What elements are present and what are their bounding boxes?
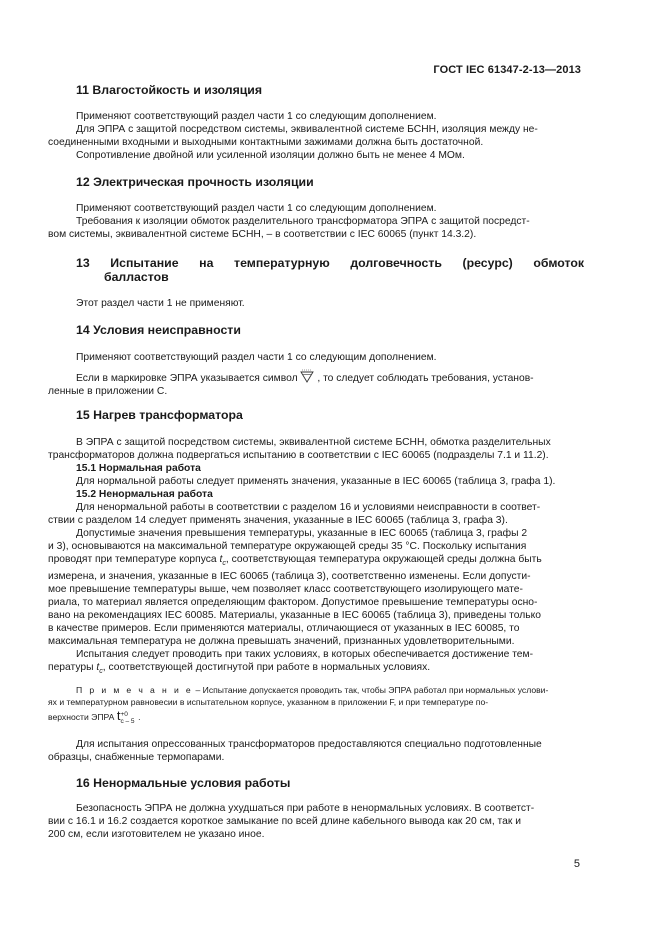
s15-p3-line5: мое превышение температуры выше, чем позволяет класс соответствующего изолирующего мате- xyxy=(48,584,523,596)
s15-p4-line2-start: пературы xyxy=(48,662,94,674)
section-13-title-line2: балластов xyxy=(104,270,169,284)
s15-p1b: трансформаторов должна подвергаться испытанию в соответствии с IEC 60065 (подразделы 7.1 и 11.2). xyxy=(48,450,549,461)
tc-letter-2: t xyxy=(96,662,100,674)
s15-p3-line2: и 3), основываются на максимальной температуре окружающей среды 35 °С. Поскольку испытания xyxy=(48,541,527,552)
section-16-title: 16 Ненормальные условия работы xyxy=(76,776,291,790)
s15-p3-line3 xyxy=(48,553,584,570)
note-line2: ях и температурном равновесии в испытательном корпусе, указанном в приложении F, и при температуре по- xyxy=(48,697,489,707)
note-line3 xyxy=(48,710,586,725)
s15-p3-line3-end: , соответствующая температура окружающей среды должна быть xyxy=(225,554,542,565)
s11-p2: Для ЭПРА с защитой посредством системы, эквивалентной системе БСНН, изоляция между не- xyxy=(76,124,538,135)
s12-p2: Требования к изоляции обмоток разделительного трансформатора ЭПРА с защитой посредст- xyxy=(76,216,530,227)
tc-subscript: c xyxy=(222,560,226,568)
section-15-title: 15 Нагрев трансформатора xyxy=(76,408,243,422)
s15-p5-line2: образцы, снабженные термопарами. xyxy=(48,752,225,763)
s15-2-line1: Для ненормальной работы в соответствии с разделом 16 и условиями неисправности в соответ- xyxy=(76,502,541,513)
section-14-title: 14 Условия неисправности xyxy=(76,323,241,337)
standard-designation: ГОСТ IEC 61347-2-13—2013 xyxy=(433,64,581,76)
s14-p2-start: Если в маркировке ЭПРА указывается символ xyxy=(76,373,298,384)
s15-p4-line2 xyxy=(48,661,584,678)
s12-p1: Применяют соответствующий раздел части 1 со следующим дополнением. xyxy=(76,203,437,214)
s15-2-line2: ствии с разделом 14 следует применять значения, указанные в IEC 60065 (таблица 3, графа 3). xyxy=(48,515,508,526)
s15-p4-line2-end: , соответствующей достигнутой при работе в нормальных условиях. xyxy=(102,662,431,674)
s15-p5 xyxy=(48,738,584,764)
note-line1-text: – Испытание допускается проводить так, чтобы ЭПРА работал при нормальных услови- xyxy=(193,685,549,695)
note-lower-row xyxy=(120,718,134,725)
tc-subscript-2: c xyxy=(99,668,103,676)
note-t-letter: t xyxy=(116,708,121,723)
s15-p3-line7: вано на рекомендациях IEC 60085. Материалы, указанные в IEC 60065 (таблица 3), приведены только xyxy=(48,610,542,622)
note-t-subscript: c xyxy=(120,718,124,725)
fault-condition-symbol-icon xyxy=(300,369,314,381)
note-lower-limit: – 5 xyxy=(125,718,135,725)
s16-line2: вии с 16.1 и 16.2 создается короткое замыкание по всей длине кабельного вывода как 20 см, так и xyxy=(48,816,521,827)
s11-p1: Применяют соответствующий раздел части 1 со следующим дополнением. xyxy=(76,111,437,122)
s15-p3-line1: Допустимые значения превышения температуры, указанные в IEC 60065 (таблица 3, графы 2 xyxy=(76,528,528,539)
page-number: 5 xyxy=(573,858,580,870)
note-line3-end: . xyxy=(138,712,141,722)
section-11-title: 11 Влагостойкость и изоляция xyxy=(76,83,263,97)
section-14-body xyxy=(48,351,584,398)
s15-p1: В ЭПРА с защитой посредством системы, эквивалентной системе БСНН, обмотка разделительных xyxy=(76,437,551,448)
note-upper-limit: +0 xyxy=(120,711,128,718)
section-15-body xyxy=(48,436,584,678)
s15-1-text: Для нормальной работы следует применять значения, указанные в IEC 60065 (таблица 3, графа 1). xyxy=(76,476,556,487)
s16-line1: Безопасность ЭПРА не должна ухудшаться при работе в ненормальных условиях. В соответст- xyxy=(76,803,535,814)
s14-p2 xyxy=(76,369,584,385)
section-12-body xyxy=(48,202,584,241)
s15-p3-line6: риала, то материал является определяющим фактором. Допустимое превышение температуры осно- xyxy=(48,597,538,609)
s14-p1: Применяют соответствующий раздел части 1 со следующим дополнением. xyxy=(76,352,437,363)
s13-p1: Этот раздел части 1 не применяют. xyxy=(76,298,245,309)
s14-p2c: ленные в приложении С. xyxy=(48,386,168,397)
s15-p3-line8: в качестве примеров. Если применяются материалы, отличающиеся от указанных в IEC 60085, то xyxy=(48,623,520,635)
note-line3-text: верхности ЭПРА xyxy=(48,712,115,722)
s15-p3-line9: максимальная температура не должна превышать значений, признанных удовлетворительными. xyxy=(48,636,515,648)
section-16-body xyxy=(48,802,584,841)
s12-p2b: вом системы, эквивалентной системе БСНН, – в соответствии с IEC 60065 (пункт 14.3.2). xyxy=(48,229,477,240)
section-13-title-line1: 13 Испытание на температурную долговечность (ресурс) обмоток xyxy=(76,256,584,270)
s11-p3: Сопротивление двойной или усиленной изоляции должно быть не менее 4 МОм. xyxy=(76,150,465,161)
s16-line3: 200 см, если изготовителем не указано иное. xyxy=(48,829,265,840)
s14-p2-end: , то следует соблюдать требования, установ- xyxy=(317,373,534,384)
s15-p3-line3-start: проводят при температуре корпуса xyxy=(48,554,217,565)
note-block xyxy=(48,684,586,725)
note-label: П р и м е ч а н и е xyxy=(76,685,194,695)
subsection-15-1-title: 15.1 Нормальная работа xyxy=(76,463,201,474)
section-12-title: 12 Электрическая прочность изоляции xyxy=(76,175,314,189)
s15-p4-line1: Испытания следует проводить при таких условиях, в которых обеспечивается достижение тем- xyxy=(76,649,534,661)
note-tc-symbol xyxy=(116,708,141,725)
subsection-15-2-title: 15.2 Ненормальная работа xyxy=(76,489,213,500)
s15-p5-line1: Для испытания опрессованных трансформаторов предоставляются специально подготовленные xyxy=(76,739,542,750)
note-line1 xyxy=(76,684,586,696)
s15-p3-line4: измерена, и значения, указанные в IEC 60065 (таблица 3), соответственно изменены. Если допусти- xyxy=(48,571,531,583)
note-limits xyxy=(120,711,134,725)
tc-letter: t xyxy=(219,554,223,565)
section-11-body xyxy=(48,110,584,162)
s11-p2b: соединенными входными и выходными контактными зажимами должна быть достаточной. xyxy=(48,137,484,148)
